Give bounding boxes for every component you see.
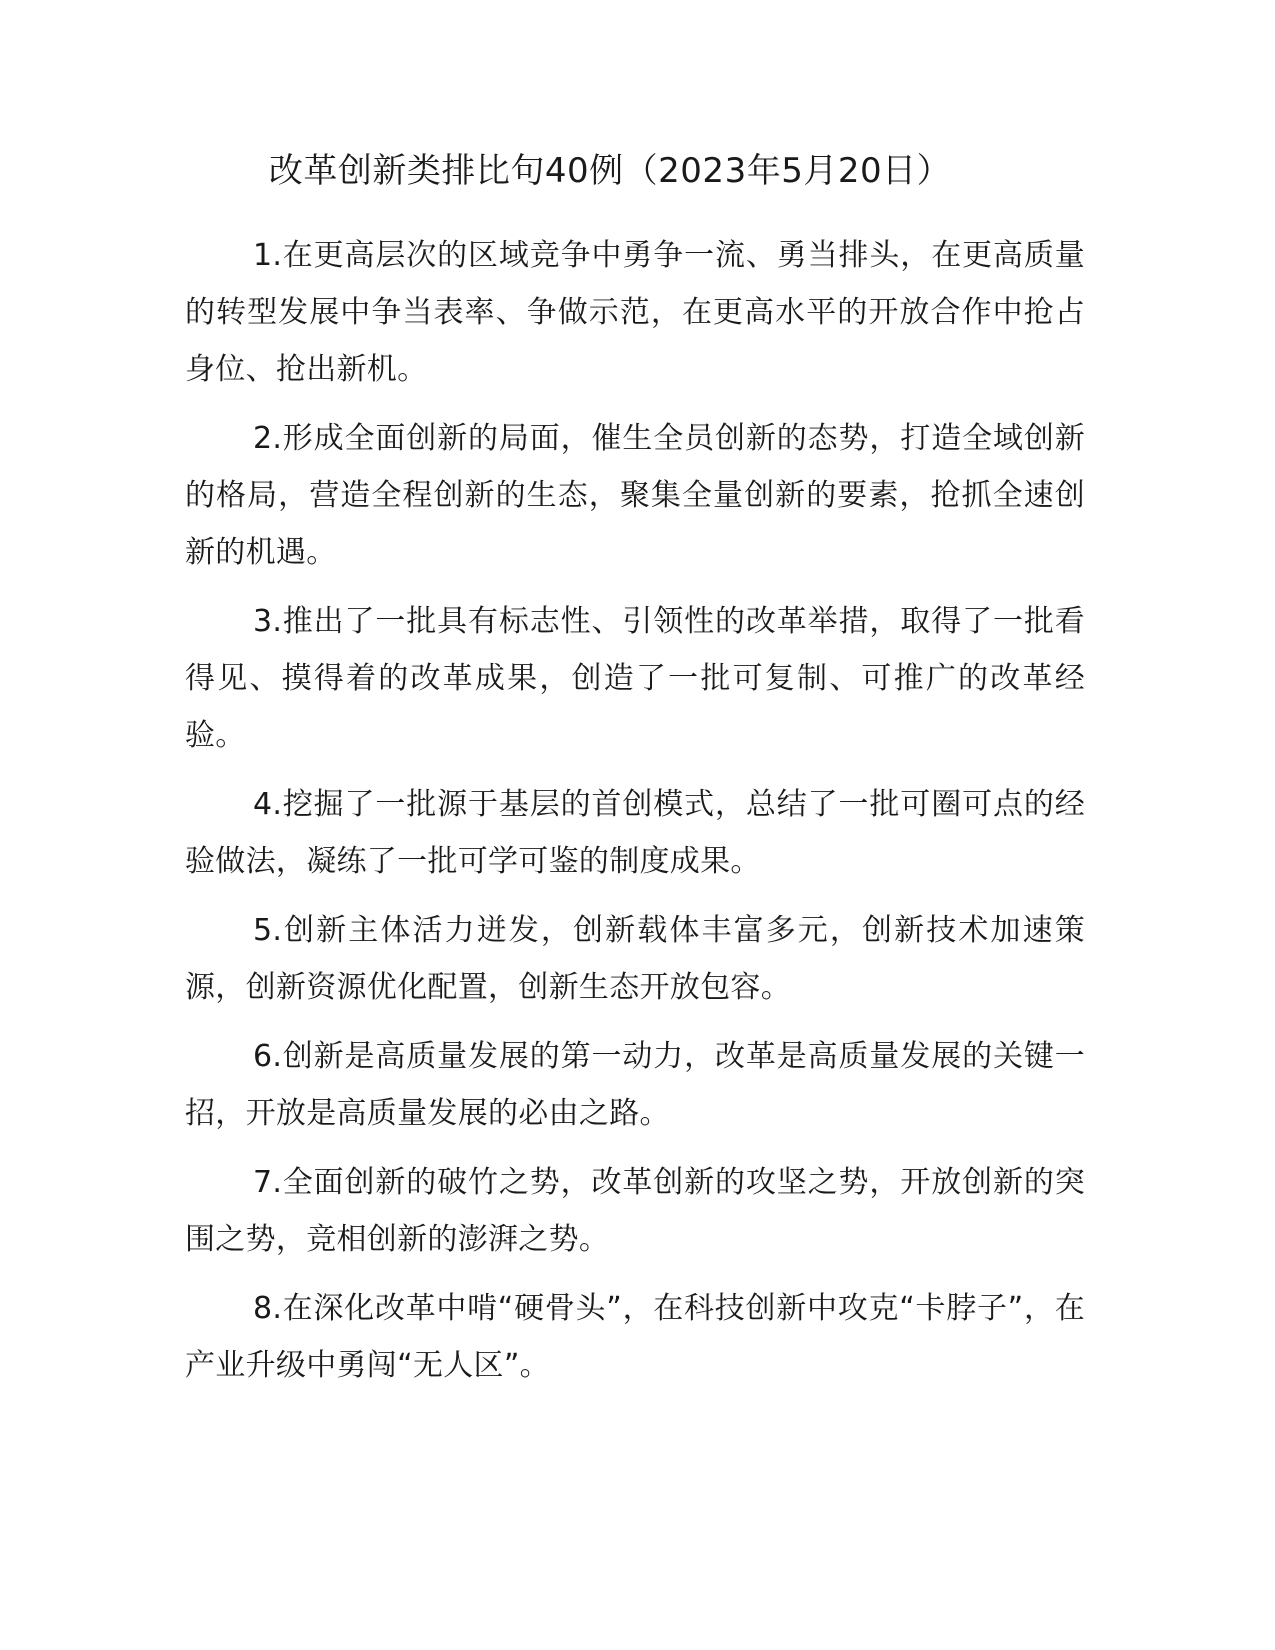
paragraph-3: 3.推出了一批具有标志性、引领性的改革举措，取得了一批看得见、摸得着的改革成果，创造了一批可复制、可推广的改革经验。 <box>185 604 1085 753</box>
paragraph-7: 7.全面创新的破竹之势，改革创新的攻坚之势，开放创新的突围之势，竞相创新的澎湃之势。 <box>185 1165 1085 1257</box>
document-body <box>185 227 1085 1406</box>
paragraph-1: 1.在更高层次的区域竞争中勇争一流、勇当排头，在更高质量的转型发展中争当表率、争做示范，在更高水平的开放合作中抢占身位、抢出新机。 <box>185 238 1085 387</box>
document-title: 改革创新类排比句40例（2023年5月20日） <box>268 151 952 191</box>
paragraph-4: 4.挖掘了一批源于基层的首创模式，总结了一批可圈可点的经验做法，凝练了一批可学可鉴的制度成果。 <box>185 787 1085 879</box>
paragraph-5: 5.创新主体活力迸发，创新载体丰富多元，创新技术加速策源，创新资源优化配置，创新生态开放包容。 <box>185 913 1085 1005</box>
paragraph-8: 8.在深化改革中啃“硬骨头”，在科技创新中攻克“卡脖子”，在产业升级中勇闯“无人区”。 <box>185 1291 1085 1383</box>
paragraph-6: 6.创新是高质量发展的第一动力，改革是高质量发展的关键一招，开放是高质量发展的必由之路。 <box>185 1039 1085 1131</box>
paragraph-2: 2.形成全面创新的局面，催生全员创新的态势，打造全域创新的格局，营造全程创新的生态，聚集全量创新的要素，抢抓全速创新的机遇。 <box>185 421 1085 570</box>
